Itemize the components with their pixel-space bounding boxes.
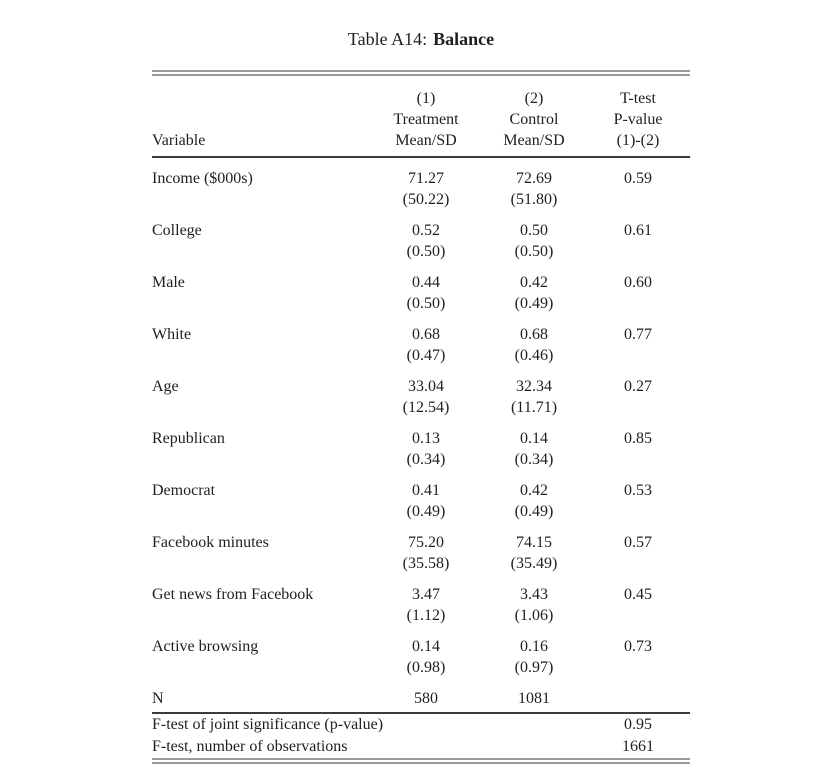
treatment-mean-cell: 0.14 <box>412 638 440 655</box>
table-row-sd <box>152 397 690 418</box>
treatment-sd-cell: (35.58) <box>402 555 450 572</box>
table-row-sd <box>152 657 690 678</box>
p-value-cell: 0.53 <box>624 482 652 499</box>
control-sd-cell: (0.50) <box>514 243 554 260</box>
header-ttest-line1: T-test <box>620 90 656 107</box>
variable-label: Democrat <box>152 482 216 499</box>
treatment-mean-cell: 71.27 <box>408 170 444 187</box>
control-mean-cell: 3.43 <box>520 586 548 603</box>
table-row <box>152 522 690 553</box>
variable-label: College <box>152 222 202 239</box>
ftest-pvalue-value: 0.95 <box>624 716 652 733</box>
header-treatment-line2: Treatment <box>393 111 459 128</box>
header-control-line3: Mean/SD <box>503 132 565 149</box>
table-row-sd <box>152 189 690 210</box>
control-sd-cell: (1.06) <box>514 607 554 624</box>
control-mean-cell: 0.14 <box>520 430 548 447</box>
treatment-sd-cell: (1.12) <box>406 607 446 624</box>
header-ttest-line2: P-value <box>613 111 663 128</box>
control-sd-cell: (11.71) <box>510 399 558 416</box>
control-mean-cell: 0.42 <box>520 482 548 499</box>
control-mean-cell: 74.15 <box>516 534 552 551</box>
p-value-cell: 0.61 <box>624 222 652 239</box>
header-ttest <box>586 73 690 157</box>
control-sd-cell: (0.97) <box>514 659 554 676</box>
ftest-observations-value: 1661 <box>622 738 654 755</box>
treatment-mean-cell: 0.68 <box>412 326 440 343</box>
control-mean-cell: 0.50 <box>520 222 548 239</box>
table-body <box>152 157 690 761</box>
table-row-sd <box>152 449 690 470</box>
treatment-sd-cell: (0.34) <box>406 451 446 468</box>
treatment-sd-cell: (0.50) <box>406 295 446 312</box>
p-value-cell: 0.85 <box>624 430 652 447</box>
n-label: N <box>152 678 370 713</box>
table-header <box>152 73 690 157</box>
table-row <box>152 314 690 345</box>
table-row <box>152 626 690 657</box>
observations-row <box>152 678 690 713</box>
p-value-cell: 0.73 <box>624 638 652 655</box>
treatment-mean-cell: 0.44 <box>412 274 440 291</box>
ftest-observations-label: F-test, number of observations <box>152 738 348 755</box>
table-row-sd <box>152 501 690 522</box>
table-row <box>152 262 690 293</box>
p-value-cell: 0.77 <box>624 326 652 343</box>
variable-label: Facebook minutes <box>152 534 269 551</box>
table-row <box>152 418 690 449</box>
variable-label: Male <box>152 274 185 291</box>
treatment-sd-cell: (12.54) <box>402 399 450 416</box>
p-value-cell: 0.59 <box>624 170 652 187</box>
n-control: 1081 <box>482 678 586 713</box>
table-row <box>152 470 690 501</box>
treatment-sd-cell: (0.49) <box>406 503 446 520</box>
table-row <box>152 574 690 605</box>
table-block <box>152 0 690 764</box>
treatment-sd-cell: (0.98) <box>406 659 446 676</box>
control-mean-cell: 0.68 <box>520 326 548 343</box>
balance-table <box>152 70 690 764</box>
ftest-observations-row <box>152 736 690 761</box>
control-sd-cell: (35.49) <box>510 555 558 572</box>
control-sd-cell: (0.46) <box>514 347 554 364</box>
table-title-prefix: Table A14: <box>347 29 428 49</box>
treatment-sd-cell: (0.50) <box>406 243 446 260</box>
control-sd-cell: (51.80) <box>510 191 558 208</box>
variable-label: Get news from Facebook <box>152 586 314 603</box>
variable-label: White <box>152 326 192 343</box>
treatment-mean-cell: 0.13 <box>412 430 440 447</box>
treatment-sd-cell: (50.22) <box>402 191 450 208</box>
control-sd-cell: (0.49) <box>514 503 554 520</box>
table-row <box>152 366 690 397</box>
treatment-mean-cell: 0.41 <box>412 482 440 499</box>
control-sd-cell: (0.34) <box>514 451 554 468</box>
header-control-line1: (2) <box>524 90 544 107</box>
table-row <box>152 157 690 189</box>
variable-label: Income ($000s) <box>152 170 253 187</box>
table-row-sd <box>152 605 690 626</box>
p-value-cell: 0.45 <box>624 586 652 603</box>
header-control-line2: Control <box>509 111 559 128</box>
control-mean-cell: 0.16 <box>520 638 548 655</box>
header-treatment-line1: (1) <box>416 90 436 107</box>
header-control <box>482 73 586 157</box>
header-treatment-line3: Mean/SD <box>395 132 457 149</box>
p-value-cell: 0.27 <box>624 378 652 395</box>
variable-label: Republican <box>152 430 225 447</box>
treatment-mean-cell: 0.52 <box>412 222 440 239</box>
header-treatment <box>370 73 482 157</box>
treatment-mean-cell: 75.20 <box>408 534 444 551</box>
variable-label: Age <box>152 378 179 395</box>
header-variable: Variable <box>152 73 370 157</box>
ftest-pvalue-label: F-test of joint significance (p-value) <box>152 716 384 733</box>
treatment-mean-cell: 33.04 <box>408 378 444 395</box>
header-ttest-line3: (1)-(2) <box>616 132 660 149</box>
table-title <box>152 27 690 51</box>
control-mean-cell: 0.42 <box>520 274 548 291</box>
p-value-cell: 0.60 <box>624 274 652 291</box>
table-row-sd <box>152 293 690 314</box>
control-sd-cell: (0.49) <box>514 295 554 312</box>
table-row-sd <box>152 345 690 366</box>
variable-label: Active browsing <box>152 638 259 655</box>
ftest-pvalue-row <box>152 713 690 736</box>
table-title-emphasis: Balance <box>433 29 495 49</box>
p-value-cell: 0.57 <box>624 534 652 551</box>
table-row-sd <box>152 241 690 262</box>
control-mean-cell: 72.69 <box>516 170 552 187</box>
treatment-mean-cell: 3.47 <box>412 586 440 603</box>
table-row <box>152 210 690 241</box>
control-mean-cell: 32.34 <box>516 378 552 395</box>
n-treatment: 580 <box>370 678 482 713</box>
treatment-sd-cell: (0.47) <box>406 347 446 364</box>
table-row-sd <box>152 553 690 574</box>
